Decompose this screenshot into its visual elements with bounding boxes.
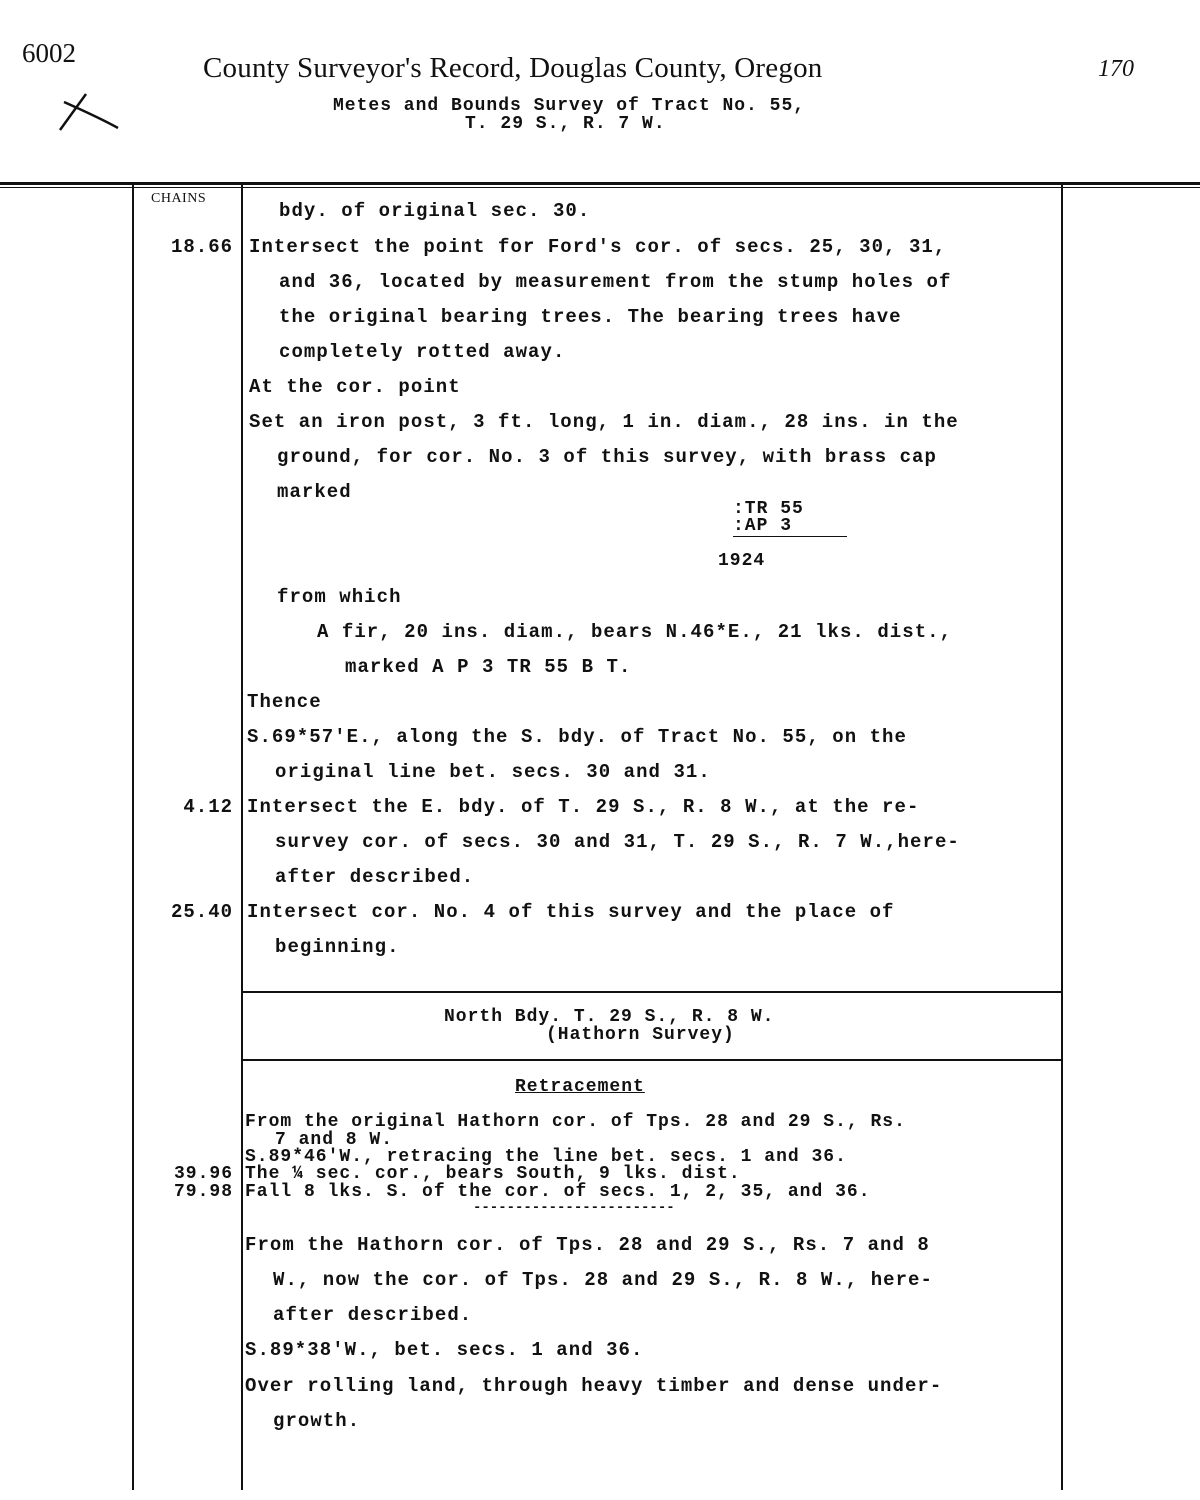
record-line: and 36, located by measurement from the stump holes of — [279, 271, 952, 293]
record-line: Intersect cor. No. 4 of this survey and the place of — [247, 901, 895, 923]
page-number: 170 — [1098, 56, 1134, 82]
chains-column-left-rule — [132, 185, 134, 1490]
record-line: Over rolling land, through heavy timber and dense under- — [245, 1375, 943, 1397]
record-line: W., now the cor. of Tps. 28 and 29 S., R. 8 W., here- — [273, 1269, 933, 1291]
retracement-divider: ------------------------ — [473, 1200, 675, 1216]
record-line: survey cor. of secs. 30 and 31, T. 29 S., R. 7 W.,here- — [275, 831, 960, 853]
section-rule-top — [243, 991, 1061, 993]
record-line: completely rotted away. — [279, 341, 566, 363]
record-line: after described. — [275, 866, 475, 888]
record-line: A fir, 20 ins. diam., bears N.46*E., 21 lks. dist., — [317, 621, 953, 643]
retracement-heading: Retracement — [515, 1077, 645, 1097]
record-line: marked A P 3 TR 55 B T. — [345, 656, 632, 678]
text-column-right-rule — [1061, 185, 1063, 1490]
subtitle-line-2: T. 29 S., R. 7 W. — [465, 114, 666, 134]
record-line: Thence — [247, 691, 322, 713]
record-line: From the Hathorn cor. of Tps. 28 and 29 S., Rs. 7 and 8 — [245, 1234, 930, 1256]
record-line: from which — [277, 586, 402, 608]
retracement-line: S.89*46'W., retracing the line bet. secs. 1 and 36. — [245, 1147, 847, 1167]
record-line: bdy. of original sec. 30. — [279, 200, 591, 222]
chain-value: 4.12 — [183, 796, 233, 818]
chains-column-right-rule — [241, 185, 243, 1490]
record-line: S.69*57'E., along the S. bdy. of Tract No. 55, on the — [247, 726, 907, 748]
retracement-line: The ¼ sec. cor., bears South, 9 lks. dist. — [245, 1164, 741, 1184]
record-line: the original bearing trees. The bearing trees have — [279, 306, 902, 328]
top-rule — [0, 182, 1200, 185]
retracement-line: 7 and 8 W. — [275, 1130, 394, 1150]
chain-value: 79.98 — [173, 1182, 233, 1202]
brass-cap-mark-2: :AP 3 — [733, 516, 793, 536]
page-title: County Surveyor's Record, Douglas County, Oregon — [203, 52, 823, 84]
retracement-line: Fall 8 lks. S. of the cor. of secs. 1, 2, 35, and 36. — [245, 1182, 871, 1202]
record-line: after described. — [273, 1304, 473, 1326]
record-line: Set an iron post, 3 ft. long, 1 in. diam., 28 ins. in the — [249, 411, 959, 433]
section-subtitle: (Hathorn Survey) — [546, 1025, 735, 1045]
record-line: marked — [277, 481, 352, 503]
chain-value: 18.66 — [170, 236, 233, 258]
record-line: Intersect the E. bdy. of T. 29 S., R. 8 W., at the re- — [247, 796, 920, 818]
subtitle-line-1: Metes and Bounds Survey of Tract No. 55, — [333, 96, 806, 116]
section-title: North Bdy. T. 29 S., R. 8 W. — [444, 1007, 775, 1027]
section-rule-bottom — [243, 1059, 1061, 1061]
record-line: Intersect the point for Ford's cor. of secs. 25, 30, 31, — [249, 236, 947, 258]
retracement-line: From the original Hathorn cor. of Tps. 28 and 29 S., Rs. — [245, 1112, 906, 1132]
brass-cap-mark-1: :TR 55 — [733, 499, 804, 519]
brass-cap-underline — [733, 536, 847, 537]
record-line: At the cor. point — [249, 376, 461, 398]
chain-value: 25.40 — [170, 901, 233, 923]
brass-cap-year: 1924 — [718, 551, 766, 571]
record-line: beginning. — [275, 936, 400, 958]
top-rule-thin — [0, 187, 1200, 188]
chain-value: 39.96 — [173, 1164, 233, 1184]
record-line: ground, for cor. No. 3 of this survey, with brass cap — [277, 446, 937, 468]
chains-header: CHAINS — [151, 191, 207, 206]
record-line: S.89*38'W., bet. secs. 1 and 36. — [245, 1339, 644, 1361]
x-mark-icon — [56, 88, 120, 132]
record-line: original line bet. secs. 30 and 31. — [275, 761, 711, 783]
record-line: growth. — [273, 1410, 361, 1432]
file-number: 6002 — [22, 38, 76, 68]
